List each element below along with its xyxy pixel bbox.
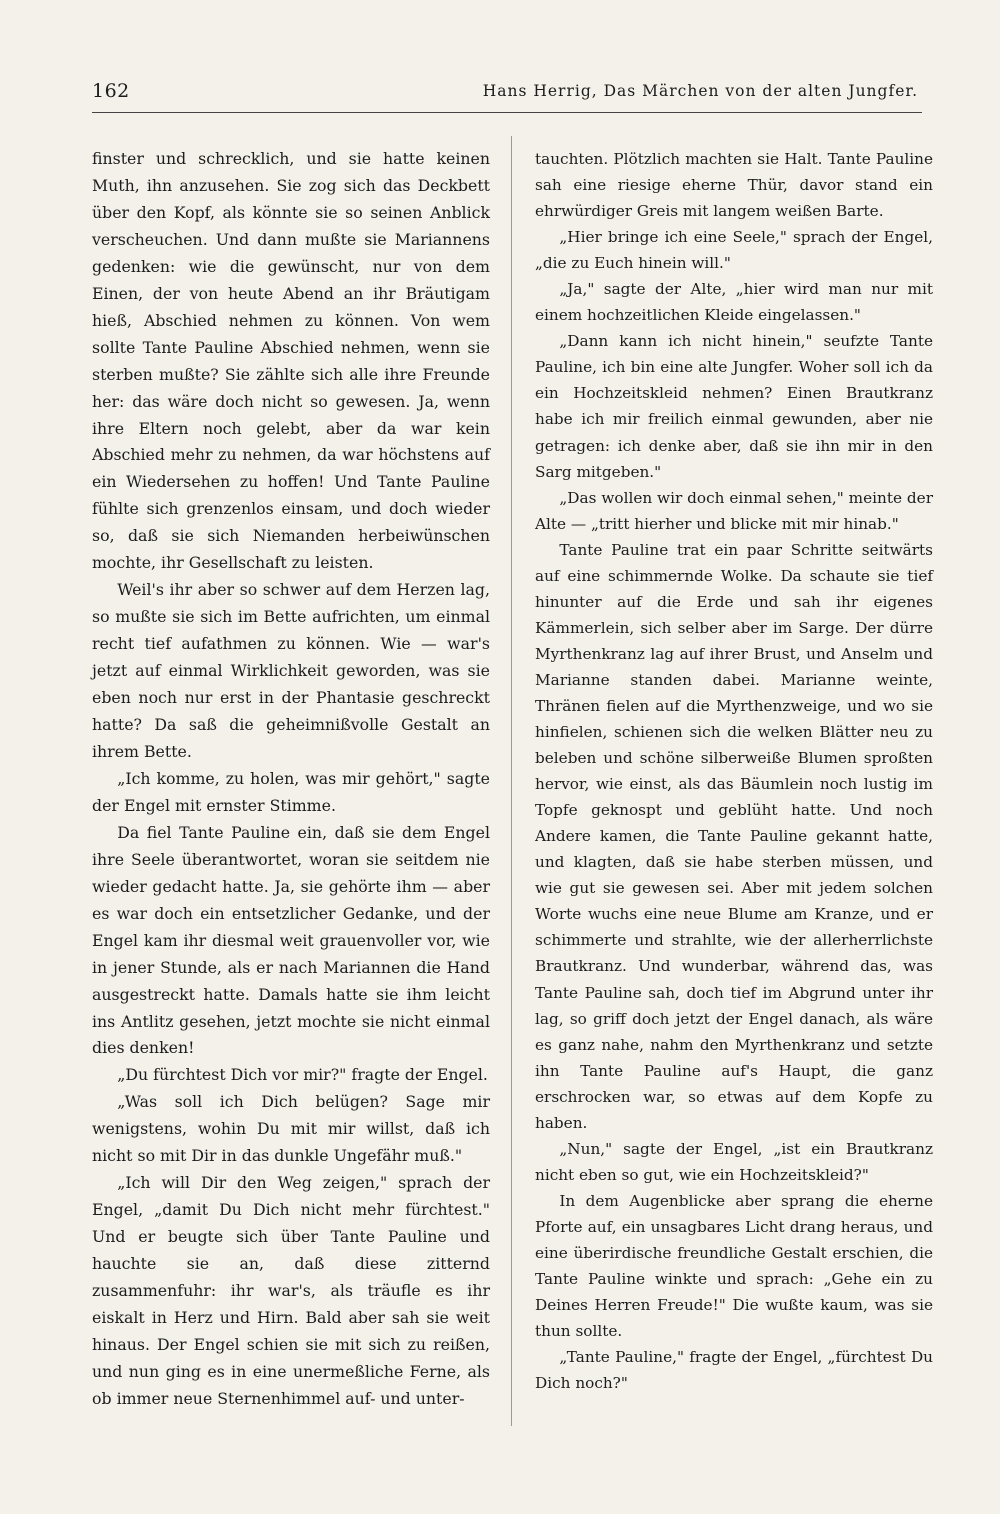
paragraph: „Nun," sagte der Engel, „ist ein Brautkranz nicht eben so gut, wie ein Hochzeitskleid?" bbox=[535, 1139, 933, 1184]
paragraph: Weil's ihr aber so schwer auf dem Herzen lag, so mußte sie sich im Bette aufrichten, um einmal recht tief aufathmen zu können. Wie — war's jetzt auf einmal Wirklichkeit geworden, was sie eben noch nur erst in der Phantasie geschreckt hatte? Da saß die geheimnißvolle Gestalt an ihrem Bette. bbox=[92, 580, 490, 761]
paragraph: „Das wollen wir doch einmal sehen," meinte der Alte — „tritt hierher und blicke mit mir hinab." bbox=[535, 488, 933, 533]
paragraph: finster und schrecklich, und sie hatte keinen Muth, ihn anzusehen. Sie zog sich das Deckbett über den Kopf, als könnte sie so seinen Anblick verscheuchen. Und dann mußte sie Mariannens gedenken: wie die gewünscht, nur von dem Einen, der von heute Abend an ihr Bräutigam hieß, Abschied nehmen zu können. Von wem sollte Tante Pauline Abschied nehmen, wenn sie sterben mußte? Sie zählte sich alle ihre Freunde her: das wäre doch nicht so gewesen. Ja, wenn ihre Eltern noch gelebt, aber da war kein Abschied mehr zu nehmen, da war höchstens auf ein Wiedersehen zu hoffen! Und Tante Pauline fühlte sich grenzenlos einsam, und doch wieder so, daß sie sich Niemanden herbeiwünschen mochte, ihr Gesellschaft zu leisten. bbox=[92, 149, 490, 573]
running-title: Hans Herrig, Das Märchen von der alten Jungfer. bbox=[482, 82, 918, 100]
paragraph: „Tante Pauline," fragte der Engel, „fürchtest Du Dich noch?" bbox=[535, 1348, 933, 1393]
paragraph: „Ja," sagte der Alte, „hier wird man nur mit einem hochzeitlichen Kleide eingelassen." bbox=[535, 280, 933, 325]
paragraph: Tante Pauline trat ein paar Schritte seitwärts auf eine schimmernde Wolke. Da schaute sie tief hinunter auf die Erde und sah ihr eigenes Kämmerlein, sich selber aber im Sarge. Der dürre Myrthenkranz lag auf ihrer Brust, und Anselm und Marianne standen dabei. Marianne weinte, Thränen fielen auf die Myrthenzweige, und wo sie hinfielen, schienen sich die welken Blätter neu zu beleben und schöne silberweiße Blumen sproßten hervor, wie einst, als das Bäumlein noch lustig im Topfe geknospt und geblüht hatte. Und noch Andere kamen, die Tante Pauline gekannt hatte, und klagten, daß sie habe sterben müssen, und wie gut sie gewesen sei. Aber mit jedem solchen Worte wuchs eine neue Blume am Kranze, und er schimmerte und strahlte, wie der allerherrlichste Brautkranz. Und wunderbar, während das, was Tante Pauline sah, doch tief im Abgrund unter ihr lag, so griff doch jetzt der Engel danach, als wäre es ganz nahe, nahm den Myrthenkranz und setzte ihn Tante Pauline auf's Haupt, die ganz erschrocken war, so etwas auf dem Kopfe zu haben. bbox=[535, 540, 933, 1132]
paragraph: „Dann kann ich nicht hinein," seufzte Tante Pauline, ich bin eine alte Jungfer. Woher soll ich da ein Hochzeitskleid nehmen? Einen Brautkranz habe ich mir freilich einmal gewunden, aber nie getragen: ich denke aber, daß sie ihn mir in den Sarg mitgeben." bbox=[535, 332, 933, 481]
paragraph: „Was soll ich Dich belügen? Sage mir wenigstens, wohin Du mit mir willst, daß ich nicht so mit Dir in das dunkle Ungefähr muß." bbox=[92, 1092, 490, 1166]
paragraph: „Ich komme, zu holen, was mir gehört," sagte der Engel mit ernster Stimme. bbox=[92, 768, 490, 815]
paragraph: tauchten. Plötzlich machten sie Halt. Tante Pauline sah eine riesige eherne Thür, davor stand ein ehrwürdiger Greis mit langem weißen Barte. bbox=[535, 150, 933, 221]
page-header bbox=[92, 80, 922, 113]
paragraph: „Hier bringe ich eine Seele," sprach der Engel, „die zu Euch hinein will." bbox=[535, 228, 933, 273]
column-divider bbox=[511, 136, 512, 1426]
page-number: 162 bbox=[92, 80, 130, 102]
paragraph: „Ich will Dir den Weg zeigen," sprach der Engel, „damit Du Dich nicht mehr fürchtest." Und er beugte sich über Tante Pauline und hauchte sie an, daß diese zitternd zusammenfuhr: ihr war's, als träufle es ihr eiskalt in Herz und Hirn. Bald aber sah sie weit hinaus. Der Engel schien sie mit sich zu reißen, und nun ging es in eine unermeßliche Ferne, als ob immer neue Sternenhimmel auf- und unter- bbox=[92, 1173, 490, 1408]
paragraph: Da fiel Tante Pauline ein, daß sie dem Engel ihre Seele überantwortet, woran sie seitdem nie wieder gedacht hatte. Ja, sie gehörte ihm — aber es war doch ein entsetzlicher Gedanke, und der Engel kam ihr diesmal weit grauenvoller vor, wie in jener Stunde, als er nach Mariannen die Hand ausgestreckt hatte. Damals hatte sie ihm leicht ins Antlitz gesehen, jetzt mochte sie nicht einmal dies denken! bbox=[92, 822, 490, 1058]
right-column bbox=[535, 146, 933, 1396]
paragraph: In dem Augenblicke aber sprang die eherne Pforte auf, ein unsagbares Licht drang heraus, und eine überirdische freundliche Gestalt erschien, die Tante Pauline winkte und sprach: „Gehe ein zu Deines Herren Freude!" Die wußte kaum, was sie thun sollte. bbox=[535, 1191, 933, 1341]
left-column bbox=[92, 146, 490, 1413]
paragraph: „Du fürchtest Dich vor mir?" fragte der Engel. bbox=[117, 1065, 488, 1085]
